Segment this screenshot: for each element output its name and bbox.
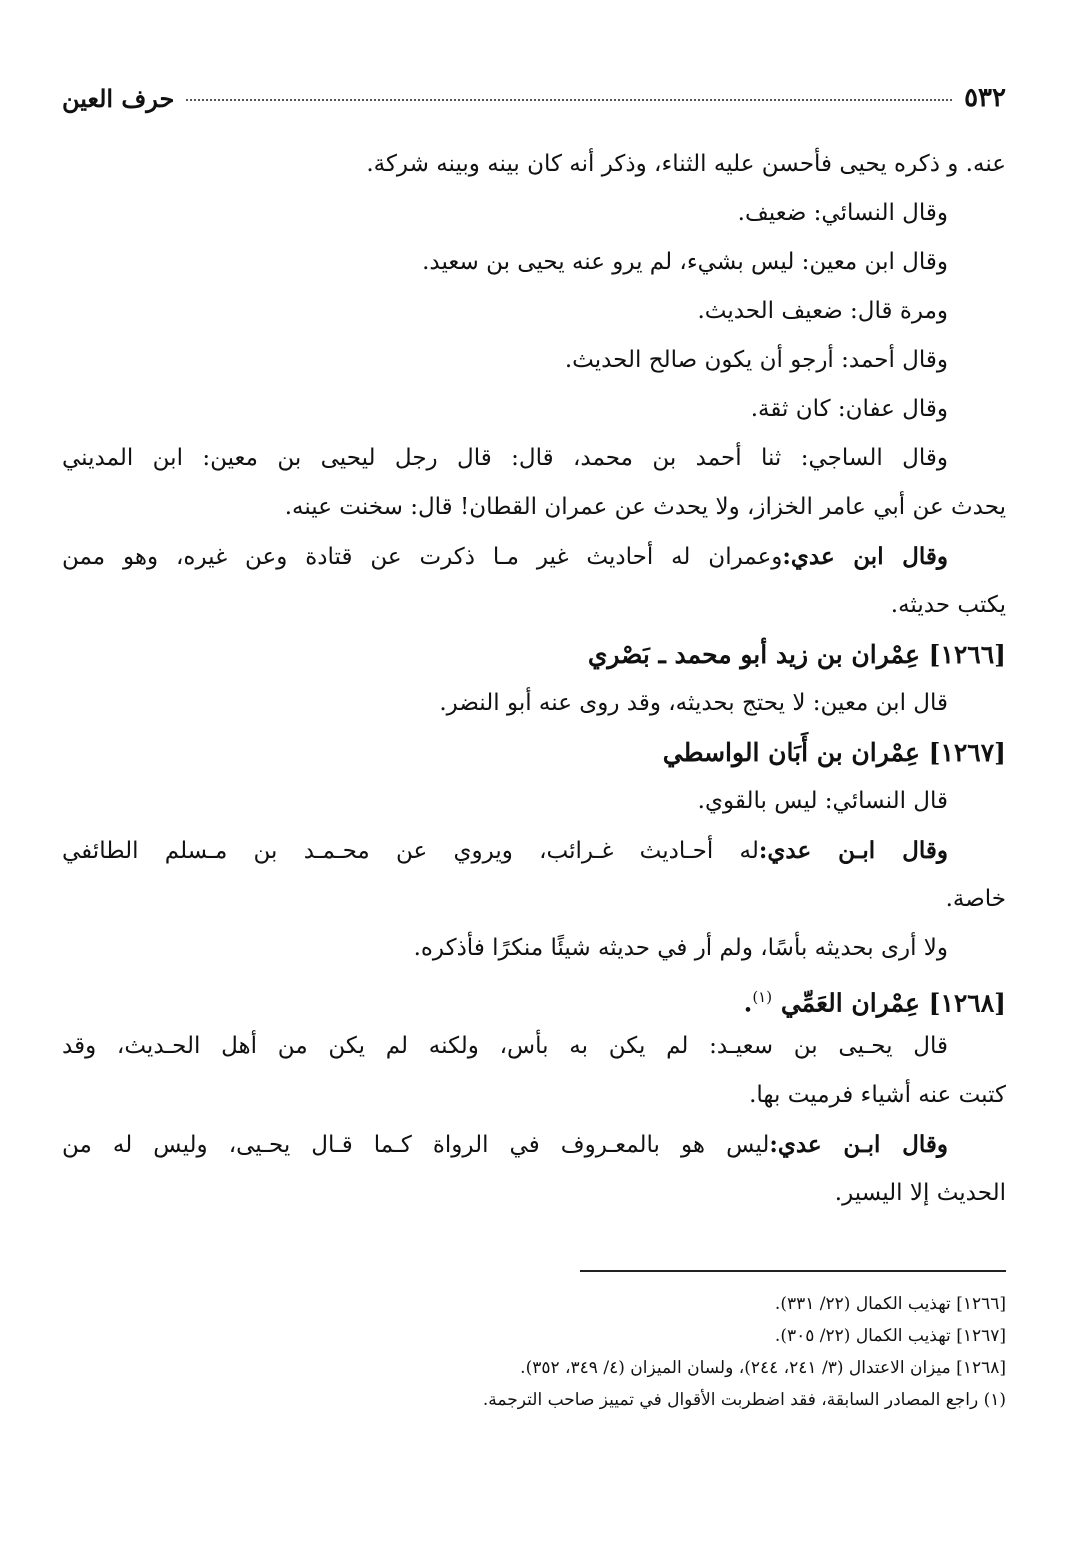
footnote-separator <box>580 1270 1006 1272</box>
entry-title: [١٢٦٨] عِمْران العَمِّي <box>780 988 1006 1018</box>
text-line: وقال عفان: كان ثقة. <box>750 396 948 422</box>
chapter-title: حرف العين <box>62 83 175 113</box>
text-line: وقال الساجي: ثنا أحمد بن محمد، قال: قال رجل ليحيى بن معين: ابن المديني <box>62 445 948 471</box>
footnote: [١٢٦٦] تهذيب الكمال (٢٢/ ٣٣١). <box>774 1294 1006 1314</box>
footnote: (١) راجع المصادر السابقة، فقد اضطربت الأقوال في تمييز صاحب الترجمة. <box>482 1390 1006 1410</box>
text-line: الحديث إلا اليسير. <box>834 1180 1006 1206</box>
text-line: ولا أرى بحديثه بأسًا، ولم أر في حديثه شيئًا منكرًا فأذكره. <box>413 935 948 961</box>
text-line: وقال أحمد: أرجو أن يكون صالح الحديث. <box>564 347 948 373</box>
entry-heading-1266: [١٢٦٦] عِمْران بن زيد أبو محمد ـ بَصْري <box>587 640 1006 669</box>
text-line: خاصة. <box>945 886 1006 912</box>
text-line: وقال النسائي: ضعيف. <box>737 200 948 226</box>
text-line: عنه. و ذكره يحيى فأحسن عليه الثناء، وذكر أنه كان بينه وبينه شركة. <box>366 151 1006 177</box>
text-line: قال النسائي: ليس بالقوي. <box>697 788 948 814</box>
footnote: [١٢٦٧] تهذيب الكمال (٢٢/ ٣٠٥). <box>774 1326 1006 1346</box>
running-header <box>62 78 1006 118</box>
entry-end: . <box>743 988 753 1018</box>
text-line <box>62 532 1006 581</box>
text-line: يكتب حديثه. <box>890 592 1006 618</box>
header-dotted-rule <box>186 99 952 101</box>
text-line <box>62 1120 1006 1169</box>
quote-text: ليس هو بالمعـروف في الرواة كـما قـال يحـيى، وليس له من <box>62 1132 770 1158</box>
text-line: ومرة قال: ضعيف الحديث. <box>697 298 948 324</box>
text-line <box>62 826 1006 875</box>
text-line: قال يحـيى بن سعيـد: لم يكن به بأس، ولكنه لم يكن من أهل الحـديث، وقد <box>62 1033 948 1059</box>
page-number: ٥٣٢ <box>964 83 1006 113</box>
footnote-reference: (١) <box>752 988 773 1006</box>
quote-text: له أحـاديث غـرائب، ويروي عن محـمـد بن مـسلم الطائفي <box>62 838 759 864</box>
text-line: وقال ابن معين: ليس بشيء، لم يرو عنه يحيى بن سعيد. <box>422 249 948 275</box>
main-text <box>62 140 1006 1218</box>
quote-text: وعمران له أحاديث غير مـا ذكرت عن قتادة وعن غيره، وهو ممن <box>62 544 783 570</box>
text-line: كتبت عنه أشياء فرميت بها. <box>749 1082 1006 1108</box>
footnotes <box>62 1288 1006 1416</box>
entry-heading-1268 <box>62 973 1006 1022</box>
entry-heading-1267: [١٢٦٧] عِمْران بن أَبَان الواسطي <box>662 738 1006 767</box>
quote-lead: وقال ابـن عدي: <box>758 837 948 864</box>
text-line: قال ابن معين: لا يحتج بحديثه، وقد روى عنه أبو النضر. <box>439 690 948 716</box>
quote-lead: وقال ابـن عدي: <box>769 1131 948 1158</box>
text-line: يحدث عن أبي عامر الخزاز، ولا يحدث عن عمران القطان! قال: سخنت عينه. <box>284 494 1006 520</box>
footnote: [١٢٦٨] ميزان الاعتدال (٣/ ٢٤١، ٢٤٤)، ولسان الميزان (٤/ ٣٤٩، ٣٥٢). <box>520 1358 1006 1378</box>
quote-lead: وقال ابن عدي: <box>782 543 948 570</box>
